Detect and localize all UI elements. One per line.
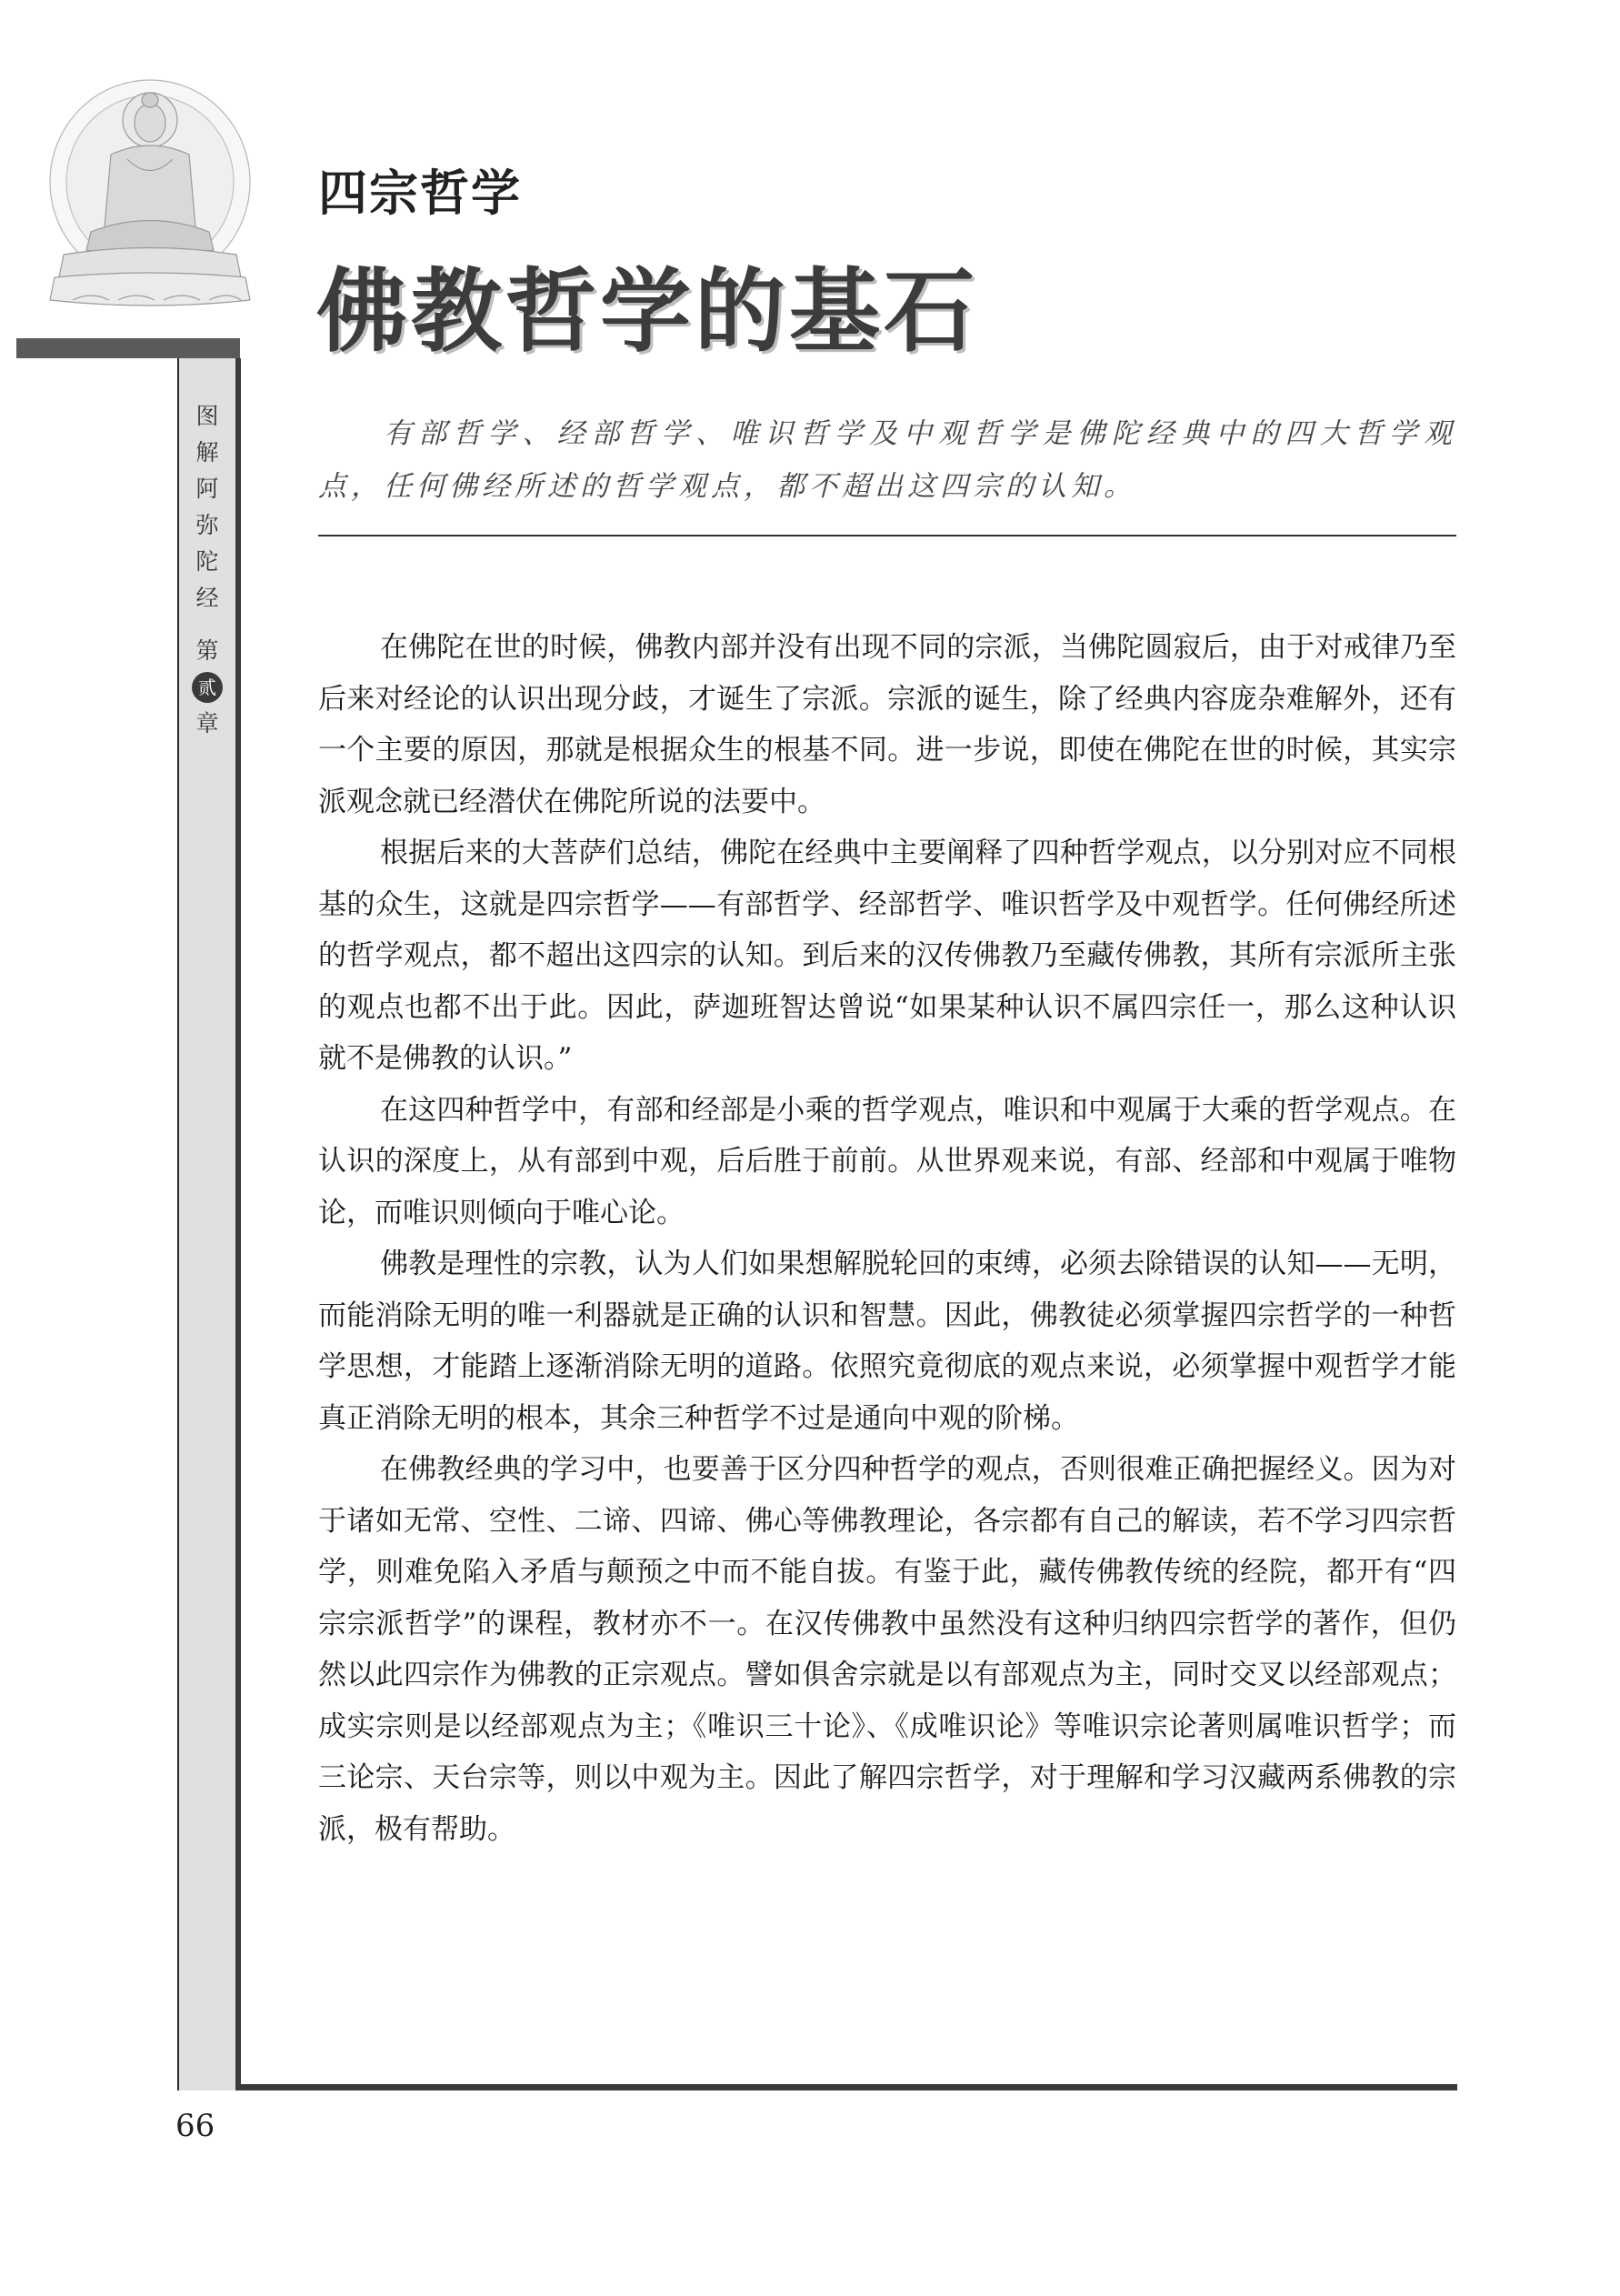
- body-text: [318, 622, 1456, 1855]
- book-title-char: 陀: [195, 548, 219, 575]
- page-number: 66: [175, 2108, 215, 2144]
- lead-divider: [318, 535, 1456, 536]
- chapter-prefix: 第: [195, 637, 219, 664]
- body-paragraph: 在这四种哲学中，有部和经部是小乘的哲学观点，唯识和中观属于大乘的哲学观点。在认识的深度上，从有部到中观，后后胜于前前。从世界观来说，有部、经部和中观属于唯物论，而唯识则倾向于唯心论。: [318, 1093, 1456, 1229]
- buddha-illustration: [36, 73, 273, 327]
- book-title-char: 解: [195, 439, 219, 466]
- body-paragraph: 佛教是理性的宗教，认为人们如果想解脱轮回的束缚，必须去除错误的认知——无明，而能消除无明的唯一利器就是正确的认识和智慧。因此，佛教徒必须掌握四宗哲学的一种哲学思想，才能踏上逐渐消除无明的道路。依照究竟彻底的观点来说，必须掌握中观哲学才能真正消除无明的根本，其余三种哲学不过是通向中观的阶梯。: [318, 1248, 1456, 1435]
- body-paragraph: 根据后来的大菩萨们总结，佛陀在经典中主要阐释了四种哲学观点，以分别对应不同根基的众生，这就是四宗哲学——有部哲学、经部哲学、唯识哲学及中观哲学。任何佛经所述的哲学观点，都不超出这四宗的认知。到后来的汉传佛教乃至藏传佛教，其所有宗派所主张的观点也都不出于此。因此，萨迦班智达曾说“如果某种认识不属四宗任一，那么这种认识就不是佛教的认识。”: [318, 837, 1456, 1075]
- sidebar-text: [179, 398, 235, 742]
- bottom-divider: [241, 2084, 1457, 2090]
- sidebar: [177, 358, 241, 2090]
- lead-summary: 有部哲学、经部哲学、唯识哲学及中观哲学是佛陀经典中的四大哲学观点，任何佛经所述的哲学观点，都不超出这四宗的认知。: [318, 417, 1456, 503]
- chapter-suffix: 章: [195, 710, 219, 737]
- page-title: 佛教哲学的基石: [316, 258, 978, 365]
- chapter-number-badge: 贰: [192, 672, 223, 703]
- book-title-char: 图: [195, 403, 219, 429]
- book-title-char: 弥: [195, 512, 219, 538]
- body-paragraph: 在佛陀在世的时候，佛教内部并没有出现不同的宗派，当佛陀圆寂后，由于对戒律乃至后来对经论的认识出现分歧，才诞生了宗派。宗派的诞生，除了经典内容庞杂难解外，还有一个主要的原因，那就是根据众生的根基不同。进一步说，即使在佛陀在世的时候，其实宗派观念就已经潜伏在佛陀所说的法要中。: [318, 631, 1456, 818]
- body-paragraph: 在佛教经典的学习中，也要善于区分四种哲学的观点，否则很难正确把握经义。因为对于诸如无常、空性、二谛、四谛、佛心等佛教理论，各宗都有自己的解读，若不学习四宗哲学，则难免陷入矛盾与颠预之中而不能自拔。有鉴于此，藏传佛教传统的经院，都开有“四宗宗派哲学”的课程，教材亦不一。在汉传佛教中虽然没有这种归纳四宗哲学的著作，但仍然以此四宗作为佛教的正宗观点。譬如俱舍宗就是以有部观点为主，同时交叉以经部观点；成实宗则是以经部观点为主；《唯识三十论》、《成唯识论》等唯识宗论著则属唯识哲学；而三论宗、天台宗等，则以中观为主。因此了解四宗哲学，对于理解和学习汉藏两系佛教的宗派，极有帮助。: [318, 1453, 1456, 1846]
- sidebar-top-band: [16, 338, 240, 358]
- section-series-title: 四宗哲学: [318, 165, 522, 222]
- book-title-char: 经: [195, 585, 219, 611]
- book-title-char: 阿: [195, 476, 219, 502]
